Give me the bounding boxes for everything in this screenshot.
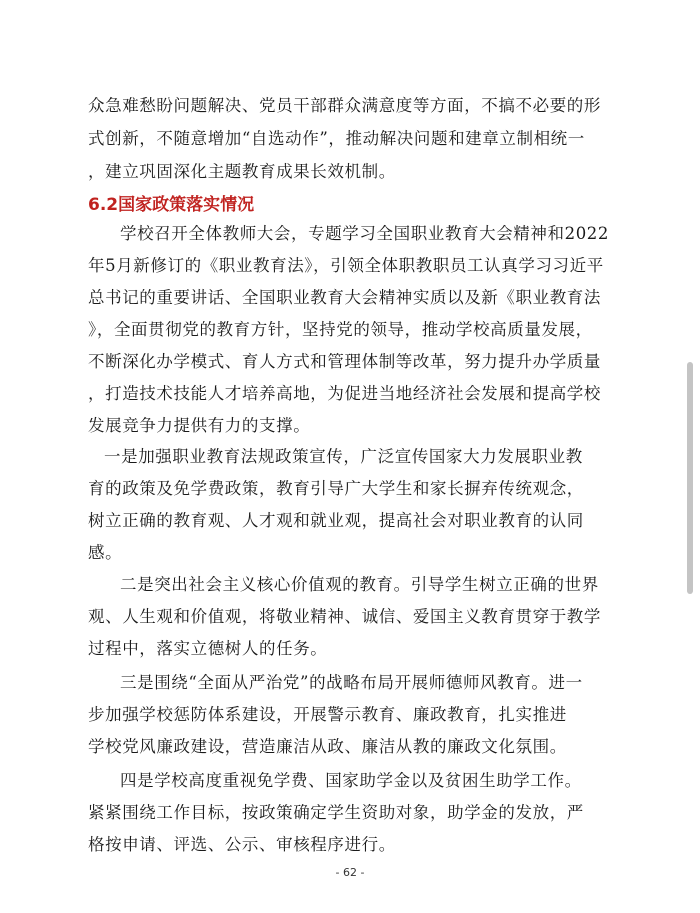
text-line: 学校党风廉政建设，营造廉洁从政、廉洁从教的廉政文化氛围。 (88, 737, 567, 756)
text-line: 一是加强职业教育法规政策宣传，广泛宣传国家大力发展职业教 (104, 447, 583, 466)
text-line: 》，全面贯彻党的教育方针，坚持党的领导，推动学校高质量发展， (88, 320, 593, 339)
text-line: 不断深化办学模式、育人方式和管理体制等改革，努力提升办学质量 (88, 352, 601, 371)
text-line: 学校召开全体教师大会，专题学习全国职业教育大会精神和2022 (120, 224, 609, 243)
text-line: 二是突出社会主义核心价值观的教育。引导学生树立正确的世界 (120, 575, 599, 594)
text-line: 三是围绕“全面从严治党”的战略布局开展师德师风教育。进一 (120, 673, 583, 692)
text-line: ，建立巩固深化主题教育成果长效机制。 (88, 162, 396, 181)
text-line: ，打造技术技能人才培养高地，为促进当地经济社会发展和提高学校 (88, 384, 601, 403)
text-line: 格按申请、评选、公示、审核程序进行。 (88, 835, 396, 854)
scrollbar-thumb[interactable] (687, 362, 693, 594)
text-line: 众急难愁盼问题解决、党员干部群众满意度等方面，不搞不必要的形 (88, 96, 601, 115)
text-line: 总书记的重要讲话、全国职业教育大会精神实质以及新《职业教育法 (88, 288, 601, 307)
text-line: 感。 (88, 543, 123, 562)
text-line: 过程中，落实立德树人的任务。 (88, 639, 328, 658)
section-heading: 6.2国家政策落实情况 (88, 195, 255, 215)
text-line: 式创新，不随意增加“自选动作”，推动解决问题和建章立制相统一 (88, 129, 585, 148)
text-line: 四是学校高度重视免学费、国家助学金以及贫困生助学工作。 (120, 771, 582, 790)
text-line: 育的政策及免学费政策，教育引导广大学生和家长摒弃传统观念， (88, 479, 584, 498)
text-line: 紧紧围绕工作目标，按政策确定学生资助对象，助学金的发放，严 (88, 803, 584, 822)
page-number: - 62 - (335, 866, 365, 879)
text-line: 树立正确的教育观、人才观和就业观，提高社会对职业教育的认同 (88, 511, 584, 530)
text-line: 观、人生观和价值观，将敬业精神、诚信、爱国主义教育贯穿于教学 (88, 607, 601, 626)
text-line: 年5月新修订的《职业教育法》，引领全体职教职员工认真学习习近平 (88, 256, 604, 275)
text-line: 发展竞争力提供有力的支撑。 (88, 416, 311, 435)
text-line: 步加强学校惩防体系建设，开展警示教育、廉政教育，扎实推进 (88, 705, 567, 724)
